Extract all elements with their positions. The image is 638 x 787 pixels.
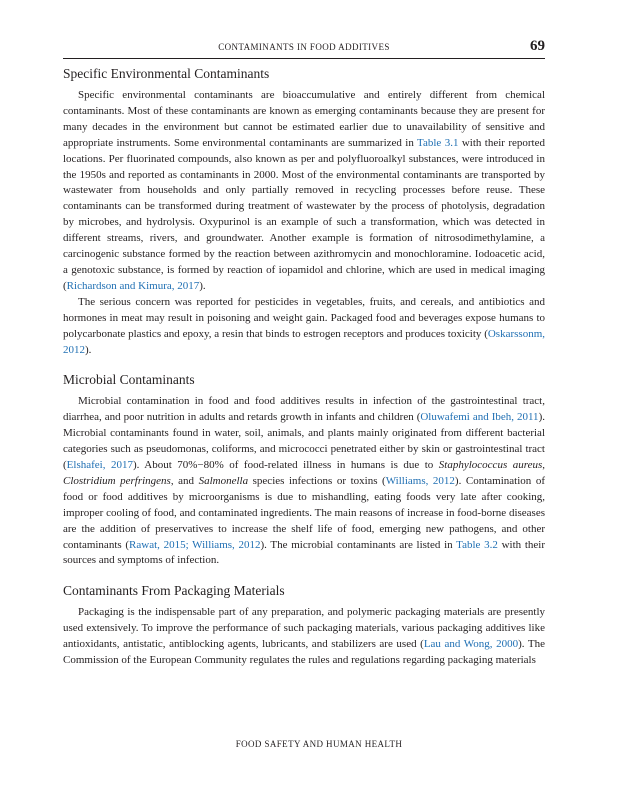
species-salmonella: Salmonella [198,474,249,487]
paragraph-environmental-1: Specific environmental contaminants are bioaccumulative and entirely different from chemical contaminants. Most of these contaminants are known as emerging contaminants because they are present for many decades in the environment but cannot be estimated earlier due to unavailability of sensitive and appropriate instruments. Some environmental contaminants are summarized in Table 3.1 with their reported locations. Per fluorinated compounds, also known as per and polyfluoroalkyl substances, were introduced in the 1950s and reported as contaminants in 2000. Most of the environmental contaminants are transported by wastewater from households and only partially removed in recycling processes before reuse. These contaminants can be transformed during treatment of wastewater by the process of photolysis, degradation by microbes, and hydrolysis. Oxypurinol is an example of such a transformation, which was detected in different streams, rivers, and groundwater. Another example is formation of nitrosodimethylamine, a carcinogenic substance formed by the reaction between azithromycin and monochloramine. Iodoacetic acid, a genotoxic substance, is formed by reaction of iopamidol and chlorine, which are used in medical imaging (Richardson and Kimura, 2017). [63,89,545,292]
page-number: 69 [530,38,545,54]
section-heading-microbial: Microbial Contaminants [63,372,195,388]
table-3-1-link[interactable]: Table 3.1 [417,136,459,149]
species-staphylococcus: Staphylococcus aureus [438,459,543,472]
citation-elshafei-link[interactable]: Elshafei, 2017 [66,459,133,472]
citation-richardson-link[interactable]: Richardson and Kimura, 2017 [66,279,200,292]
running-title: CONTAMINANTS IN FOOD ADDITIVES [218,42,390,52]
section-heading-packaging: Contaminants From Packaging Materials [63,583,285,599]
paragraph-packaging-1: Packaging is the indispensable part of any preparation, and polymeric packaging materials are presently used extensively. To improve the performance of such packaging materials, various packaging additives like antioxidants, antistatic, antiblocking agents, lubricants, and stabilizers are used (Lau and Wong, 2000). The Commission of the European Community regulates the rules and regulations regarding packaging materials [63,606,545,667]
citation-lau-wong-link[interactable]: Lau and Wong, 2000 [423,638,519,651]
page-footer: FOOD SAFETY AND HUMAN HEALTH [235,739,403,749]
citation-williams-link[interactable]: Williams, 2012 [385,474,455,487]
page-body [63,66,545,669]
paragraph-environmental-2: The serious concern was reported for pesticides in vegetables, fruits, and cereals, and antibiotics and hormones in meat may result in poisoning and weight gain. Packaged food and beverages expose humans to polycarbonate plastics and epoxy, a resin that binds to estrogen receptors and produces toxicity (Oskarssonm, 2012). [63,295,545,356]
citation-oluwafemi-link[interactable]: Oluwafemi and Ibeh, 2011 [420,411,539,424]
paragraph-microbial-1: Microbial contamination in food and food additives results in infection of the gastrointestinal tract, diarrhea, and poor nutrition in adults and retards growth in infants and children (Oluwafemi and Ibeh, 2011). Microbial contaminants found in water, soil, animals, and plants mainly originated from different bacterial categories such as pseudomonas, coliforms, and micrococci penetrated either by skin or gastrointestinal tract (Elshafei, 2017). About 70%−80% of food-related illness in humans is due to Staphylococcus aureus, Clostridium perfringens, and Salmonella species infections or toxins (Williams, 2012). Contamination of food or food additives by microorganisms is due to mishandling, eating foods very late after cooking, improper cooling of food, and contaminated ingredients. The main reasons of increase in food-borne diseases are the addition of preservatives to increase the shelf life of food, emerging new pathogens, and other contaminants (Rawat, 2015; Williams, 2012). The microbial contaminants are listed in Table 3.2 with their sources and symptoms of infection. [63,395,545,567]
citation-oskarssonm-link[interactable]: Oskarssonm, 2012 [63,327,545,356]
species-clostridium: Clostridium perfringens [63,474,171,487]
header-rule [63,58,545,59]
citation-rawat-williams-link[interactable]: Rawat, 2015; Williams, 2012 [129,538,261,551]
table-3-2-link[interactable]: Table 3.2 [456,538,498,551]
page-header [63,38,545,58]
section-heading-environmental: Specific Environmental Contaminants [63,66,270,81]
